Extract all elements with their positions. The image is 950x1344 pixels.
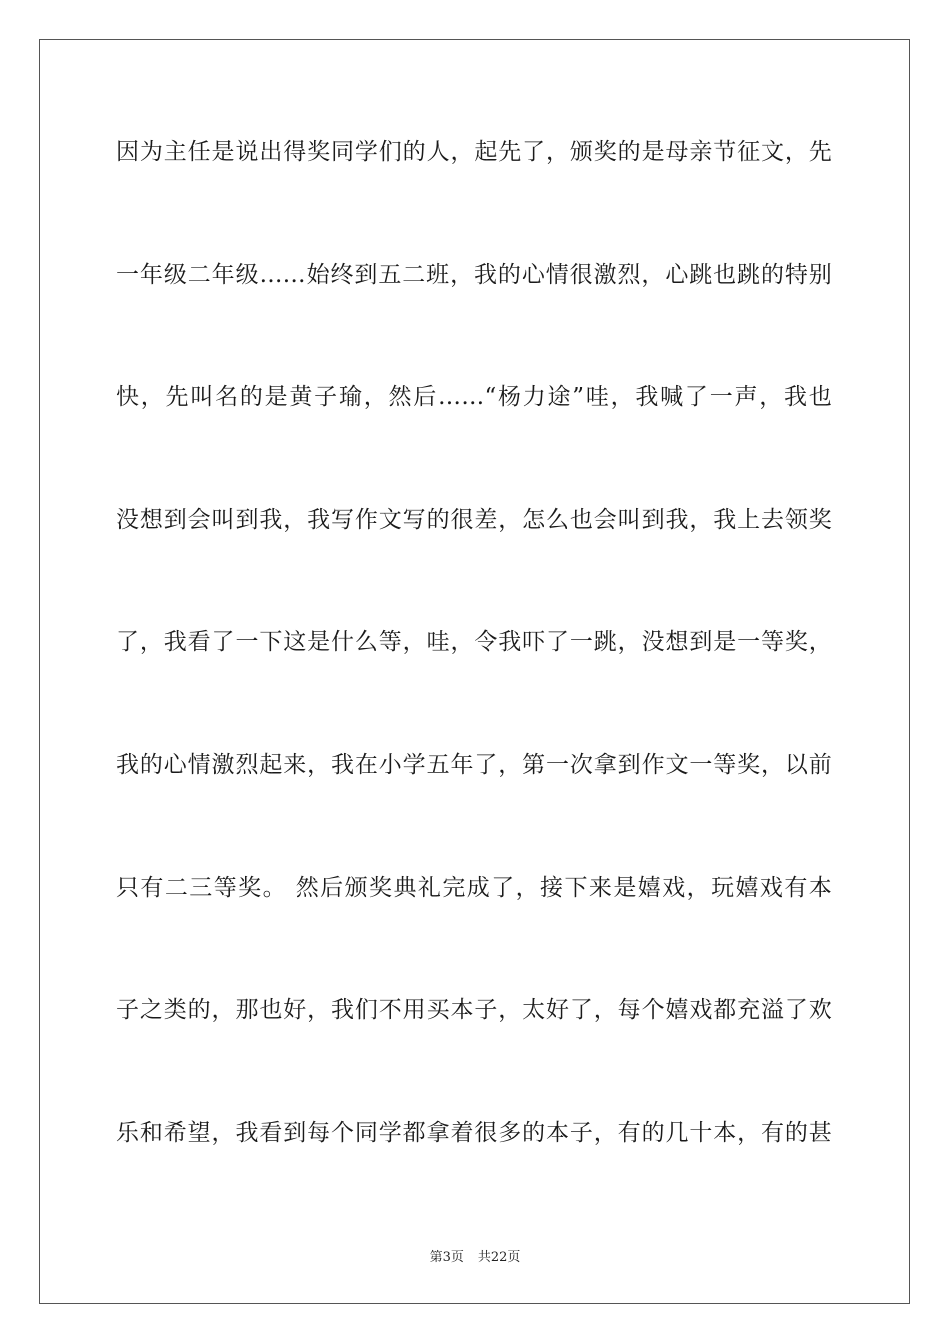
text-line: 子之类的，那也好，我们不用买本子，太好了，每个嬉戏都充溢了欢 <box>116 997 832 1024</box>
page-footer <box>0 1246 950 1265</box>
text-line: 只有二三等奖。 然后颁奖典礼完成了，接下来是嬉戏，玩嬉戏有本 <box>116 874 832 901</box>
total-page-count: 共22页 <box>477 1250 521 1265</box>
text-line: 因为主任是说出得奖同学们的人，起先了，颁奖的是母亲节征文，先 <box>116 139 832 165</box>
text-line: 我的心情激烈起来，我在小学五年了，第一次拿到作文一等奖，以前 <box>116 751 832 778</box>
text-line: 快，先叫名的是黄子瑜，然后……“杨力途”哇，我喊了一声，我也 <box>116 384 832 411</box>
document-body <box>116 128 832 1231</box>
text-line: 一年级二年级……始终到五二班，我的心情很激烈，心跳也跳的特别 <box>116 261 832 288</box>
text-line: 乐和希望，我看到每个同学都拿着很多的本子，有的几十本，有的甚 <box>116 1119 832 1146</box>
current-page-number: 第3页 <box>429 1250 464 1265</box>
text-line: 了，我看了一下这是什么等，哇，令我吓了一跳，没想到是一等奖， <box>116 629 832 656</box>
text-line: 没想到会叫到我，我写作文写的很差，怎么也会叫到我，我上去领奖 <box>116 506 832 533</box>
